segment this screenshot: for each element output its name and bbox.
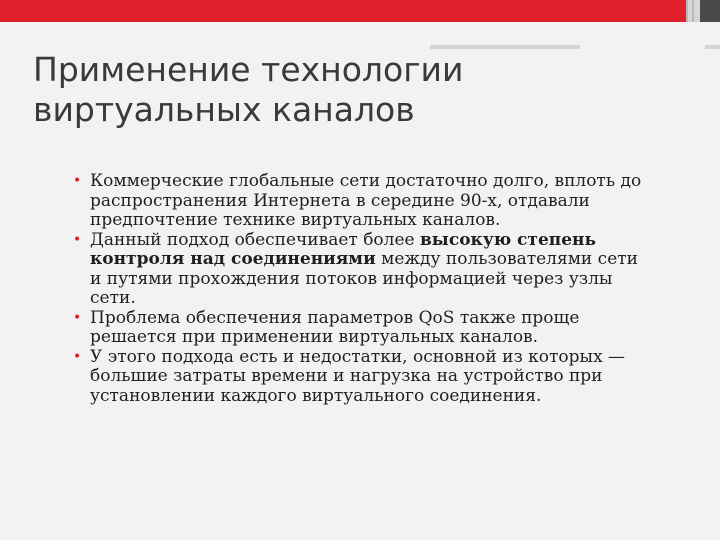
header-rule-right <box>705 45 720 49</box>
slide-title: Применение технологии виртуальных каналов <box>33 50 464 129</box>
bullet-marker-icon: • <box>73 348 82 365</box>
bullet-text <box>90 230 638 309</box>
bullet-item <box>72 309 642 348</box>
bullet-marker-icon: • <box>73 173 82 189</box>
top-bar-red <box>0 0 686 22</box>
slide-content <box>72 172 642 406</box>
bullet-text-emphasis: высокую степень контроля над соединениями <box>90 229 596 269</box>
header-rule-left <box>430 45 580 49</box>
bullet-item <box>72 231 642 309</box>
bullet-text: Коммерческие глобальные сети достаточно долго, вплоть до распространения Интернета в середине 90-х, отдавали предпочтение технике виртуальных каналов. <box>90 171 642 230</box>
bullet-marker-icon: • <box>73 309 82 326</box>
bullet-text: Проблема обеспечения параметров QoS также проще решается при применении виртуальных каналов. <box>90 307 580 347</box>
top-bar-dark <box>700 0 720 22</box>
top-bar-stripe <box>692 0 694 22</box>
bullet-item <box>72 172 642 231</box>
bullet-list <box>72 172 642 406</box>
bullet-text-before: Данный подход обеспечивает более <box>90 229 420 250</box>
bullet-text: У этого подхода есть и недостатки, основной из которых — большие затраты времени и нагрузка на устройство при установлении каждого виртуального соединения. <box>90 346 626 406</box>
bullet-marker-icon: • <box>73 231 82 248</box>
top-bar-stripe <box>686 0 688 22</box>
bullet-item <box>72 348 642 407</box>
bullet-text-after: между пользователями сети и путями прохождения потоков информацией через узлы сети. <box>90 249 638 308</box>
